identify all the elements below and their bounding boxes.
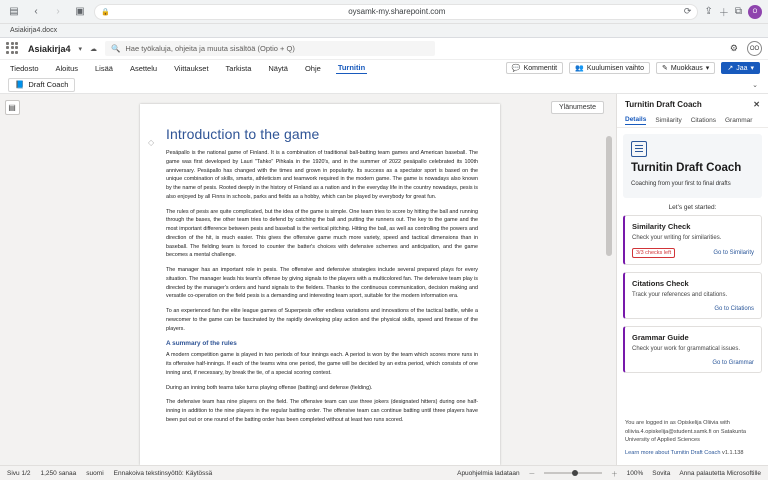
turnitin-task-pane bbox=[616, 94, 768, 465]
tab-grammar[interactable]: Grammar bbox=[725, 117, 753, 124]
tab-tiedosto[interactable]: Tiedosto bbox=[10, 63, 39, 73]
go-to-similarity-link[interactable]: Go to Similarity bbox=[713, 250, 754, 257]
tab-nayta[interactable]: Näytä bbox=[268, 63, 288, 73]
meeting-label: Kuulumisen vaihto bbox=[586, 64, 645, 72]
saved-cloud-icon: ☁ bbox=[90, 45, 98, 53]
tab-turnitin[interactable]: Turnitin bbox=[337, 63, 366, 72]
tab-viittaukset[interactable]: Viittaukset bbox=[174, 63, 209, 73]
settings-gear-icon[interactable]: ⚙ bbox=[729, 43, 738, 53]
document-heading: A summary of the rules bbox=[166, 340, 237, 348]
document-scrollbar[interactable] bbox=[607, 94, 614, 465]
editing-mode-label: Muokkaus bbox=[670, 64, 703, 72]
learn-more-link[interactable]: Learn more about Turnitin Draft Coach bbox=[625, 449, 721, 456]
version-label: v1.1.138 bbox=[722, 449, 744, 456]
tab-citations[interactable]: Citations bbox=[690, 117, 716, 124]
ribbon-collapse-icon[interactable]: ⌄ bbox=[752, 81, 758, 89]
paragraph-mark-icon: ◇ bbox=[148, 138, 155, 147]
feedback-link[interactable]: Anna palautetta Microsoftille bbox=[679, 469, 761, 477]
status-bar-right bbox=[457, 469, 761, 478]
tab-lisaa[interactable]: Lisää bbox=[95, 63, 113, 73]
chevron-down-icon: ▾ bbox=[750, 65, 754, 72]
browser-profile-avatar[interactable]: O bbox=[748, 5, 762, 19]
document-area[interactable] bbox=[24, 94, 616, 465]
document-paragraph: A modern competition game is played in two periods of four innings each. A period is won by the team which scores more runs in its offensive half-innings. If each of the teams wins one period, the game will be decided by an extra period, which consists of one inning and, if necessary, by break the tie, of a special scoring contest. bbox=[166, 352, 478, 376]
status-badge: 3/3 checks left bbox=[632, 248, 675, 258]
similarity-check-card[interactable] bbox=[623, 215, 762, 266]
card-footer bbox=[632, 248, 754, 258]
scrollbar-thumb[interactable] bbox=[606, 136, 612, 256]
tab-aloitus[interactable]: Aloitus bbox=[55, 63, 79, 73]
navigation-pane-icon[interactable]: ▤ bbox=[5, 100, 20, 115]
office-header-actions bbox=[730, 41, 762, 56]
tab-ohje[interactable]: Ohje bbox=[304, 63, 321, 73]
sidebar-toggle-icon[interactable]: ▤ bbox=[9, 6, 19, 17]
card-subtitle: Check your writing for similarities. bbox=[632, 234, 722, 241]
browser-actions bbox=[704, 4, 762, 19]
grammar-guide-card[interactable] bbox=[623, 326, 762, 373]
avatar[interactable]: OO bbox=[747, 41, 762, 56]
chevron-down-icon: ▾ bbox=[705, 65, 710, 72]
header-button[interactable]: Ylänumeste bbox=[551, 101, 604, 114]
tab-overview-icon[interactable]: ▣ bbox=[75, 6, 85, 17]
document-paragraph: The rules of pesis are quite complicated, but the idea of the game is simple. One team tries to score by hitting the ball and running through the bases, the other team tries to defend by catching the ball and putting the runners out. The key to the game and the most important difference between pesis and baseball is the vertical pitching. Hitting the ball, as well as controlling the powers and direction of the hit, is much easier. This gives the offensive game much more variety, speed and tactical dimensions than in baseball. The fielding team is forced to counter the batter's choices with defensive schemes and anticipation, and the game becomes a mental challenge. bbox=[166, 208, 478, 259]
address-bar[interactable] bbox=[94, 4, 698, 20]
search-placeholder: Hae työkaluja, ohjeita ja muuta sisältöä (Optio + Q) bbox=[125, 44, 295, 53]
document-paragraph: Pesäpallo is the national game of Finland. It is a combination of traditional ball-batting team games and American baseball. The game was first developed by Lauri "Tahko" Pihkala in the 1920's, and in the summer of 2022 pesäpallo celebrated its 100th anniversary. Pesäpallo has changed with the times and grown in popularity. Its success as a spectator sport is based on the unique combination of skills, smarts, athleticism and teamwork required in the modern game. The game is nowadays also known by the name of pesis. Rooted deeply in the history of Finland as a nation and in the everyday life in the country nowadays, pesis is also enjoyed by all Finns in schools, parks and fields as a hobby, which can be played by everybody for great fun. bbox=[166, 150, 478, 200]
card-title: Citations Check bbox=[632, 279, 689, 289]
document-paragraph: The defensive team has nine players on the field. The offensive team can use three jokers (designated hitters) during one half-inning in addition to the nine players in the regular batting order. The offensive team can continue batting until three players have been put out or one round of the batting order has been completed without at least two runs scored. bbox=[166, 399, 478, 423]
meeting-button[interactable] bbox=[569, 62, 650, 74]
browser-tab-title[interactable]: Asiakirja4.docx bbox=[10, 27, 58, 34]
copy-icon[interactable]: ⧉ bbox=[734, 6, 742, 17]
tab-strip bbox=[0, 24, 768, 38]
share-icon[interactable]: ⇪ bbox=[704, 6, 713, 17]
word-count[interactable]: 1,250 sanaa bbox=[40, 469, 77, 477]
ribbon-actions bbox=[506, 62, 760, 74]
zoom-knob[interactable] bbox=[572, 470, 578, 476]
tab-similarity[interactable]: Similarity bbox=[655, 117, 682, 124]
comments-button[interactable] bbox=[506, 62, 563, 74]
forward-icon[interactable]: › bbox=[56, 6, 60, 17]
comment-icon: 💬 bbox=[511, 65, 521, 72]
pane-tab-bar bbox=[617, 114, 768, 128]
main-body bbox=[0, 94, 768, 465]
command-row bbox=[0, 76, 768, 94]
book-icon bbox=[631, 141, 647, 157]
pane-header bbox=[617, 94, 768, 114]
page-indicator[interactable]: Sivu 1/2 bbox=[7, 469, 31, 477]
close-icon[interactable]: ✕ bbox=[753, 99, 760, 109]
left-rail bbox=[0, 94, 24, 465]
zoom-in-icon[interactable]: ＋ bbox=[611, 470, 618, 478]
people-icon: 👥 bbox=[575, 65, 584, 72]
pane-title: Turnitin Draft Coach bbox=[625, 99, 702, 109]
get-started-label: Let's get started: bbox=[668, 203, 717, 211]
pane-hero bbox=[623, 134, 762, 198]
search-input[interactable] bbox=[105, 41, 435, 56]
draft-coach-label: Draft Coach bbox=[28, 80, 69, 89]
pane-footer bbox=[617, 413, 768, 465]
office-header bbox=[0, 38, 768, 60]
document-paragraph: During an inning both teams take turns playing offense (batting) and defense (fielding). bbox=[166, 384, 373, 391]
citations-check-card[interactable] bbox=[623, 272, 762, 319]
card-subtitle: Track your references and citations. bbox=[632, 292, 728, 299]
back-icon[interactable]: ‹ bbox=[34, 6, 38, 17]
search-icon: 🔍 bbox=[111, 44, 121, 53]
draft-coach-button[interactable] bbox=[8, 78, 75, 92]
share-button[interactable] bbox=[721, 62, 760, 74]
share-icon: ↗ bbox=[727, 65, 734, 72]
predictive-text-status[interactable]: Ennakoiva tekstinsyöttö: Käytössä bbox=[113, 469, 213, 477]
browser-toolbar bbox=[0, 0, 768, 24]
document-paragraph: The manager has an important role in pesis. The offensive and defensive strategies include several prepared plays for every situation. The manager leads his team's offense by giving signals to the players with a multicolored fan. The defensive team play is directed by the manager's orders and hand signals to the fielders. Thanks to the continuous communication, decision making and versatile co-operation on the field pesis is a demanding and interesting team sport, suitable for the modern information era. bbox=[166, 267, 478, 300]
app-launcher-icon[interactable] bbox=[6, 42, 20, 56]
tab-tarkista[interactable]: Tarkista bbox=[225, 63, 252, 73]
chevron-down-icon[interactable]: ▾ bbox=[78, 45, 83, 53]
zoom-level[interactable]: 100% bbox=[626, 469, 644, 477]
page-title: Introduction to the game bbox=[166, 126, 320, 142]
card-title: Grammar Guide bbox=[632, 332, 689, 342]
draft-coach-icon: 📘 bbox=[15, 80, 25, 89]
document-page[interactable] bbox=[140, 104, 500, 465]
card-subtitle: Check your work for grammatical issues. bbox=[632, 345, 741, 352]
lock-icon: 🔒 bbox=[101, 8, 110, 16]
status-bar bbox=[0, 465, 768, 480]
comments-label: Kommentit bbox=[523, 64, 558, 72]
card-footer bbox=[632, 360, 754, 366]
ribbon-tab-bar bbox=[0, 60, 768, 76]
logged-in-text: You are logged in as Opiskelija Oliivia with oliivia.4.opiskelija@student.samk.fi on Satakunta University of Applied Sciences bbox=[625, 420, 747, 444]
address-bar-url: oysamk-my.sharepoint.com bbox=[348, 7, 446, 16]
hero-title: Turnitin Draft Coach bbox=[631, 162, 742, 174]
hero-subtitle: Coaching from your first to final drafts bbox=[631, 181, 731, 188]
language-indicator[interactable]: suomi bbox=[86, 469, 104, 477]
go-to-citations-link[interactable]: Go to Citations bbox=[714, 305, 754, 312]
pencil-icon: ✎ bbox=[662, 65, 668, 72]
share-label: Jaa bbox=[736, 64, 748, 72]
document-paragraph: To an experienced fan the elite league games of Superpesis offer endless variations and innovations of the tactical battle, while a newcomer to the game can be fascinated by the rapidly developing play action and the physical skills, speed and finesse of the players. bbox=[166, 308, 478, 332]
tab-asettelu[interactable]: Asettelu bbox=[129, 63, 158, 73]
card-footer bbox=[632, 306, 754, 312]
card-title: Similarity Check bbox=[632, 221, 691, 231]
document-title[interactable]: Asiakirja4 bbox=[28, 43, 71, 54]
new-tab-icon[interactable]: ＋ bbox=[718, 8, 729, 19]
addins-status: Apuohjelmia ladataan bbox=[457, 469, 520, 477]
go-to-grammar-link[interactable]: Go to Grammar bbox=[712, 359, 754, 366]
tab-details[interactable]: Details bbox=[625, 116, 647, 123]
fit-button[interactable]: Sovita bbox=[652, 469, 671, 477]
zoom-slider[interactable] bbox=[544, 472, 602, 474]
zoom-out-icon[interactable]: － bbox=[528, 470, 536, 478]
editing-mode-button[interactable] bbox=[656, 62, 715, 74]
reload-icon[interactable]: ⟳ bbox=[683, 6, 692, 16]
